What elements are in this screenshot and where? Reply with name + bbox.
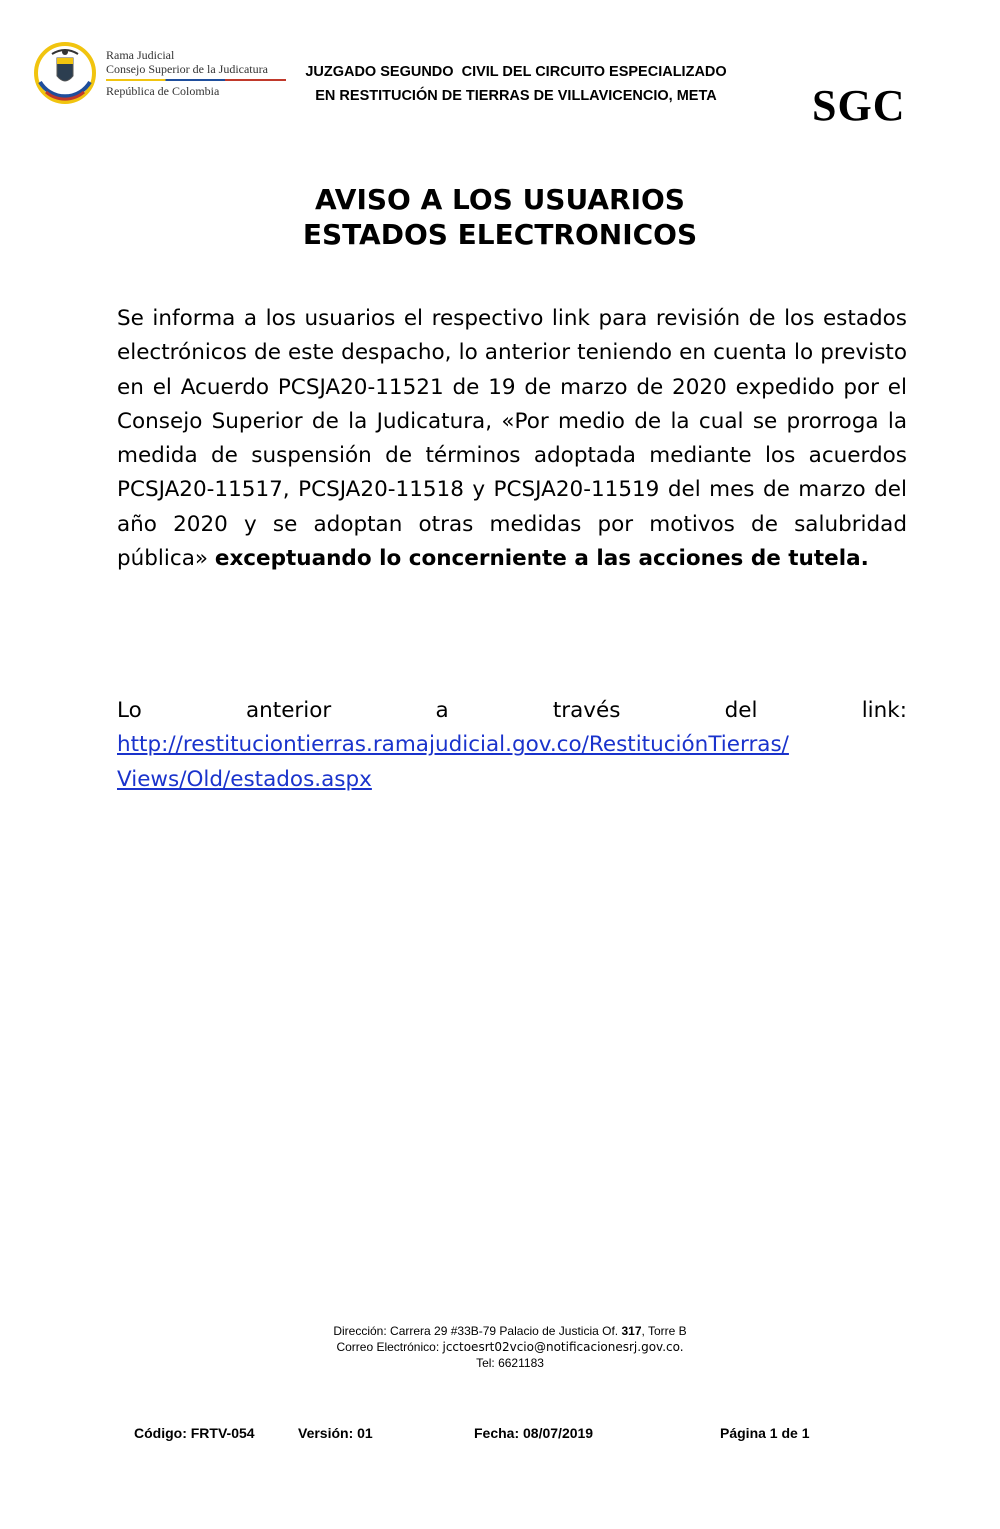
codigo-label: Código: FRTV-054 [134,1425,255,1441]
pagina-label: Página 1 de 1 [720,1425,810,1441]
link-intro-word: a [435,698,449,723]
court-name [246,60,786,108]
logo-line-rama-judicial: Rama Judicial [106,48,175,62]
rama-judicial-logo [34,40,274,110]
link-intro-word: link: [861,698,907,723]
court-name-line1: JUZGADO SEGUNDO CIVIL DEL CIRCUITO ESPECIALIZADO [305,64,727,80]
sgc-mark: SGC [812,81,906,130]
notice-title [0,182,1000,252]
link-intro [117,694,907,728]
email-line [310,1339,710,1355]
footer-address [310,1323,710,1371]
estados-link[interactable] [117,728,907,797]
address-office: 317 [621,1324,642,1338]
link-intro-word: través [552,698,621,723]
title-line2: ESTADOS ELECTRONICOS [302,218,698,251]
fecha-label: Fecha: 08/07/2019 [474,1425,594,1441]
notice-paragraph [117,302,907,576]
address-tail: , Torre B [641,1324,687,1338]
address-label: Dirección: Carrera 29 #33B-79 Palacio de Justicia Of. [333,1324,622,1338]
email-label: Correo Electrónico: [336,1340,443,1354]
tel-line: Tel: 6621183 [476,1356,544,1370]
colombia-coat-of-arms-icon [34,42,96,104]
address-line [310,1323,710,1339]
title-line1: AVISO A LOS USUARIOS [315,183,685,216]
estados-link-line2[interactable]: Views/Old/estados.aspx [117,766,372,792]
link-intro-word: anterior [245,698,332,723]
link-intro-word: del [724,698,758,723]
link-intro-word: Lo [117,698,142,723]
notice-paragraph-text: Se informa a los usuarios el respectivo link para revisión de los estados electrónicos de este despacho, lo anterior teniendo en cuenta lo previsto en el Acuerdo PCSJA20-11521 de 19 de marzo de 2020 expedido por el Consejo Superior de la Judicatura, «Por medio de la cual se prorroga la medida de suspensión de términos adoptada mediante los acuerdos PCSJA20-11517, PCSJA20-11518 y PCSJA20-11519 del mes de marzo del año 2020 y se adoptan otras medidas por motivos de salubridad pública» [117,306,907,572]
version-label: Versión: 01 [298,1425,373,1441]
email-address: jcctoesrt02vcio@notificacionesrj.gov.co. [442,1340,684,1354]
link-paragraph [117,694,907,797]
logo-line-consejo: Consejo Superior de la Judicatura [106,62,268,76]
logo-line-republica: República de Colombia [106,84,220,98]
court-name-line2: EN RESTITUCIÓN DE TIERRAS DE VILLAVICENCIO, META [315,88,717,104]
notice-paragraph-bold: exceptuando lo concerniente a las acciones de tutela. [214,546,869,572]
estados-link-line1[interactable]: http://restituciontierras.ramajudicial.gov.co/RestituciónTierras/ [117,732,789,758]
